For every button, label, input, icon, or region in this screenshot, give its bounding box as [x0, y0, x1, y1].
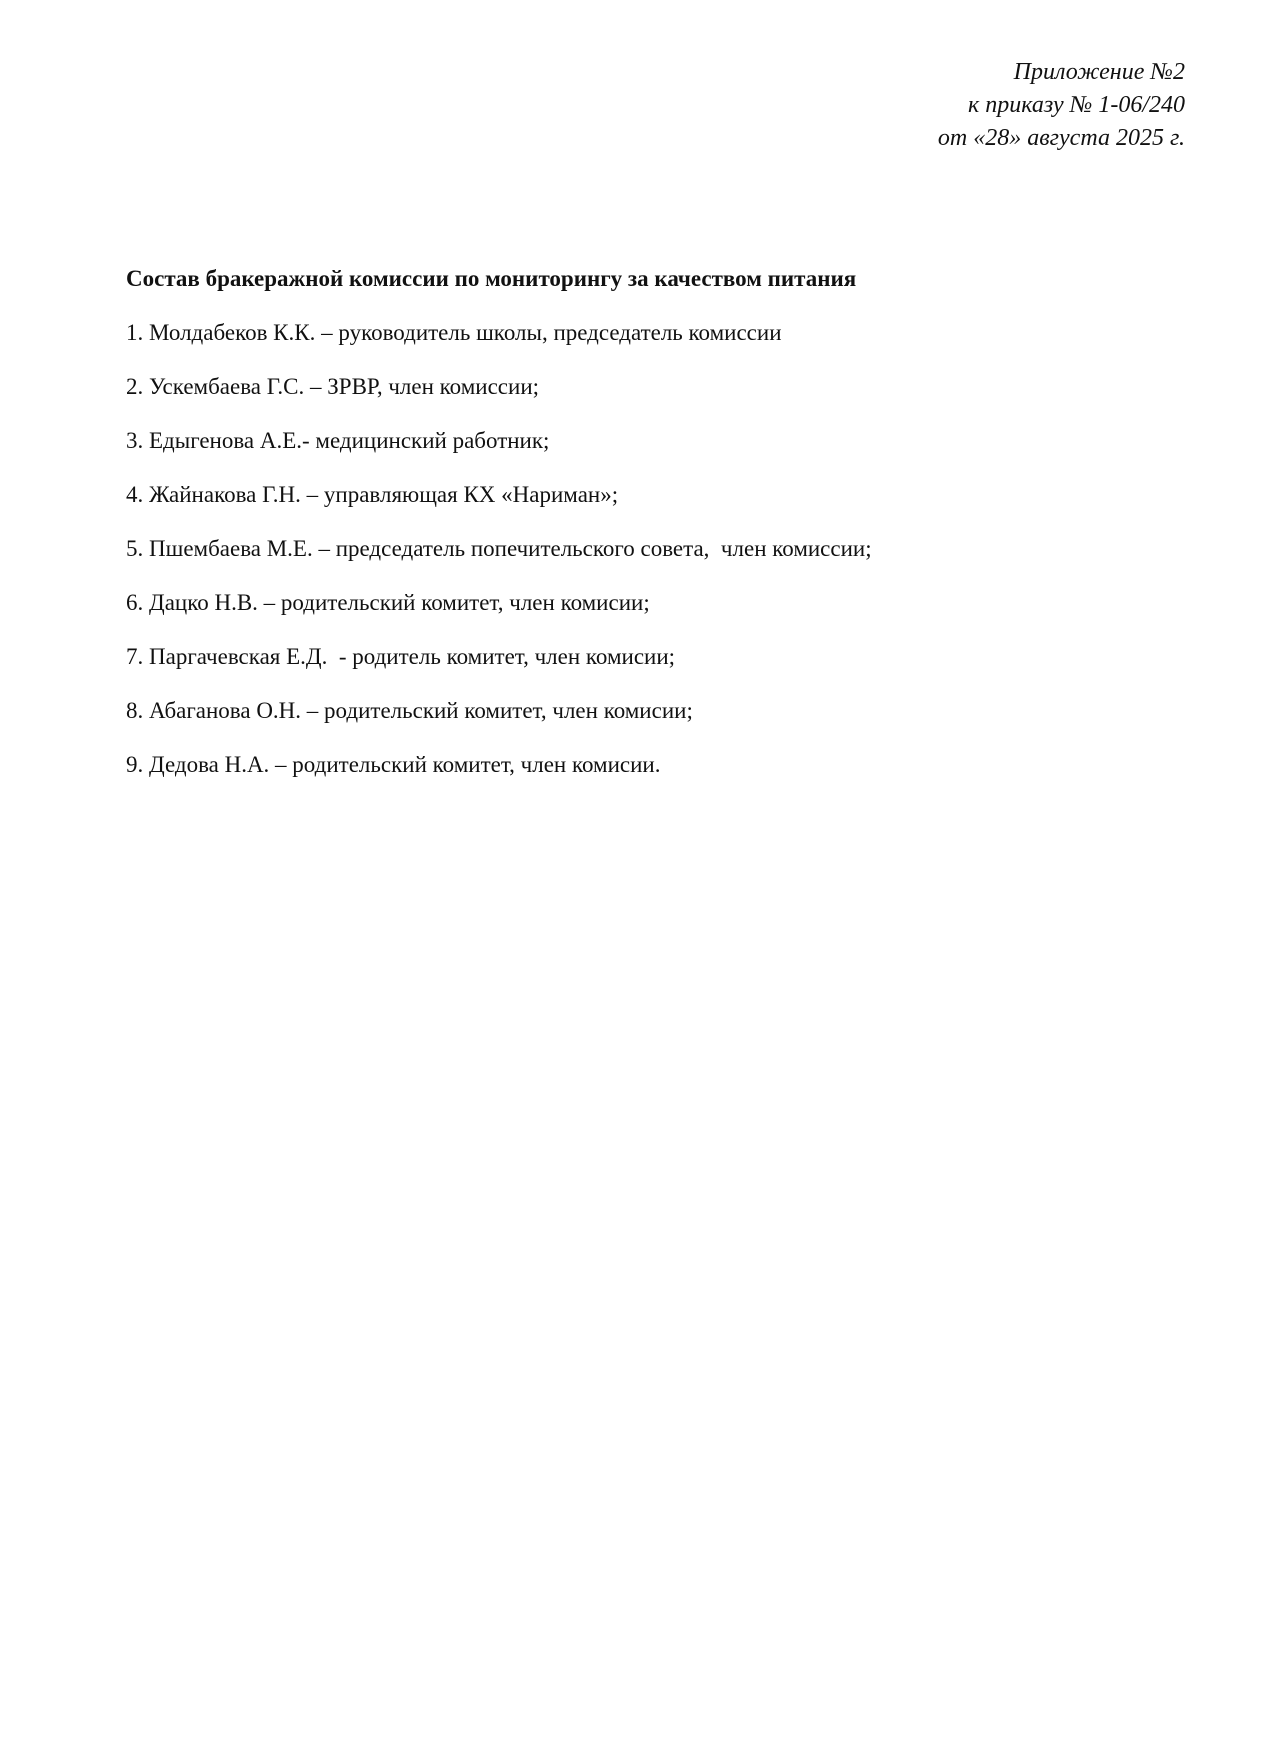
member-item: 1. Молдабеков К.К. – руководитель школы, председатель комиссии	[126, 320, 782, 345]
appendix-number: Приложение №2	[1013, 59, 1185, 85]
member-item: 6. Дацко Н.В. – родительский комитет, член комисии;	[126, 590, 650, 615]
appendix-header	[938, 56, 1185, 155]
member-item: 9. Дедова Н.А. – родительский комитет, член комисии.	[126, 752, 661, 777]
member-item: 5. Пшембаева М.Е. – председатель попечительского совета, член комиссии;	[126, 536, 872, 561]
member-item: 2. Ускембаева Г.С. – ЗРВР, член комиссии;	[126, 374, 540, 399]
order-reference: к приказу № 1-06/240	[968, 92, 1185, 118]
member-item: 4. Жайнакова Г.Н. – управляющая КХ «Нариман»;	[126, 482, 619, 507]
order-date: от «28» августа 2025 г.	[937, 125, 1185, 151]
member-item: 8. Абаганова О.Н. – родительский комитет, член комисии;	[126, 698, 693, 723]
document-title: Состав бракеражной комиссии по мониторингу за качеством питания	[126, 266, 857, 291]
member-item: 3. Едыгенова А.Е.- медицинский работник;	[126, 428, 550, 453]
member-item: 7. Паргачевская Е.Д. - родитель комитет, член комисии;	[126, 644, 676, 669]
commission-members-list	[126, 318, 872, 804]
